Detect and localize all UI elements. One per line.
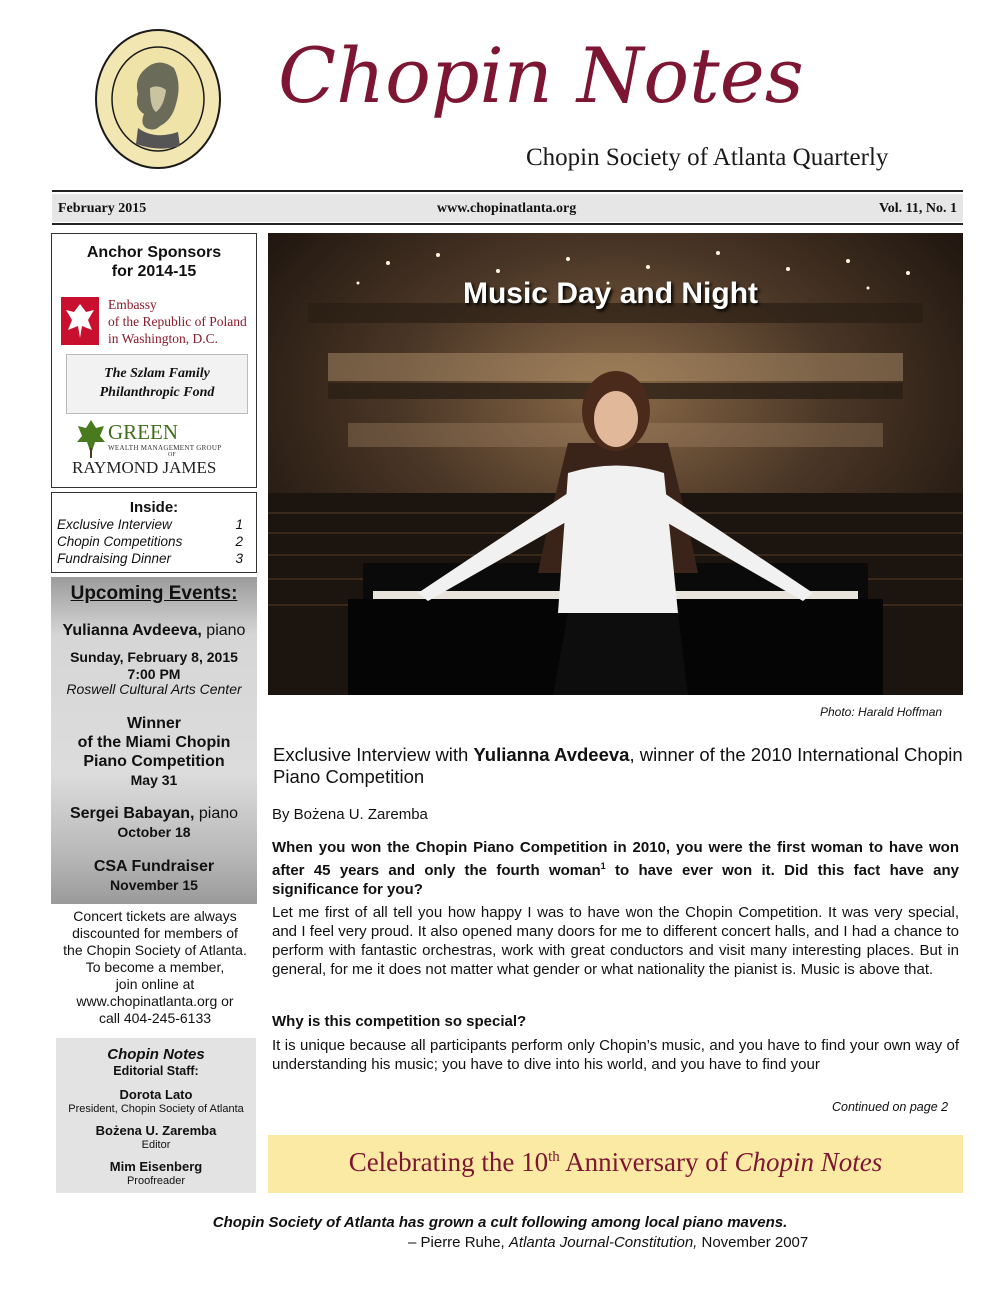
event-date: November 15 bbox=[110, 877, 198, 893]
green-wordmark: GREEN bbox=[108, 420, 178, 444]
upcoming-events-box bbox=[51, 577, 257, 904]
inside-contents-box bbox=[51, 492, 257, 573]
contents-item[interactable]: Fundraising Dinner 3 bbox=[57, 551, 243, 566]
event-title: Winner bbox=[126, 715, 182, 732]
polish-eagle-icon bbox=[60, 296, 100, 346]
event-date: May 31 bbox=[130, 772, 178, 788]
interview-question: Why is this competition so special? bbox=[272, 1013, 527, 1030]
newsletter-title: Chopin Notes bbox=[278, 31, 804, 120]
staff-name: Mim Eisenberg bbox=[109, 1159, 203, 1174]
green-tagline: WEALTH MANAGEMENT GROUP bbox=[108, 444, 222, 452]
membership-link[interactable]: www.chopinatlanta.org or bbox=[76, 993, 234, 1009]
contents-item[interactable]: Exclusive Interview 1 bbox=[57, 517, 243, 532]
anniversary-banner bbox=[268, 1135, 963, 1193]
continued-link[interactable]: Continued on page 2 bbox=[832, 1100, 949, 1114]
newsletter-subtitle: Chopin Society of Atlanta Quarterly bbox=[526, 144, 889, 171]
divider bbox=[52, 223, 963, 225]
inside-heading: Inside: bbox=[129, 499, 179, 516]
embassy-country: of the Republic of Poland bbox=[108, 314, 247, 329]
event-performer: Yulianna Avdeeva, piano bbox=[62, 622, 246, 639]
szlam-sponsor bbox=[66, 354, 248, 414]
leaf-icon bbox=[76, 418, 106, 458]
sponsors-heading: Anchor Sponsors bbox=[86, 244, 222, 261]
phone-number: call 404-245-6133 bbox=[98, 1010, 212, 1026]
article-byline: By Bożena U. Zaremba bbox=[272, 806, 428, 823]
embassy-sponsor bbox=[60, 296, 250, 352]
szlam-fund: Philanthropic Fond bbox=[99, 385, 215, 400]
divider bbox=[52, 190, 963, 192]
contents-item[interactable]: Chopin Competitions 2 bbox=[57, 534, 243, 549]
staff-role: Proofreader bbox=[126, 1175, 186, 1187]
green-raymond-james-logo bbox=[72, 420, 252, 484]
photo-credit: Photo: Harald Hoffman bbox=[820, 705, 943, 719]
sponsors-heading-season: for 2014-15 bbox=[111, 263, 197, 280]
events-heading: Upcoming Events: bbox=[70, 583, 238, 604]
quote-attribution: – Pierre Ruhe, Atlanta Journal-Constitution, November 2007 bbox=[408, 1234, 809, 1251]
event-title: Piano Competition bbox=[83, 753, 225, 770]
event-performer: Sergei Babayan, piano bbox=[69, 805, 239, 822]
press-quote: Chopin Society of Atlanta has grown a cult following among local piano mavens. bbox=[212, 1214, 788, 1231]
event-title: of the Miami Chopin bbox=[77, 734, 231, 751]
dateline-bar bbox=[52, 194, 963, 222]
issue-date: February 2015 bbox=[58, 201, 147, 216]
event-date: Sunday, February 8, 2015 bbox=[70, 649, 238, 665]
volume-number: Vol. 11, No. 1 bbox=[878, 201, 957, 216]
staff-name: Bożena U. Zaremba bbox=[95, 1123, 217, 1138]
staff-subheading: Editorial Staff: bbox=[113, 1064, 199, 1078]
event-venue: Roswell Cultural Arts Center bbox=[66, 681, 242, 697]
event-time: 7:00 PM bbox=[127, 666, 181, 682]
green-of: OF bbox=[168, 452, 176, 458]
article-headline: Exclusive Interview with Yulianna Avdeeva, winner of the 2010 International Chopin Piano Competition bbox=[273, 744, 963, 787]
raymond-james-wordmark: RAYMOND JAMES bbox=[72, 458, 217, 477]
society-seal-logo bbox=[94, 28, 222, 170]
photo-headline: Music Day and Night bbox=[462, 277, 759, 310]
event-date: October 18 bbox=[117, 824, 191, 840]
staff-role: President, Chopin Society of Atlanta bbox=[68, 1103, 244, 1115]
interview-question: When you won the Chopin Piano Competition in 2010, you were the first woman to have won after 45 years and only the fourth woman$^1$ to have ever won it. Did this fact have any significance for you? bbox=[272, 839, 959, 898]
staff-name: Dorota Lato bbox=[119, 1087, 193, 1102]
szlam-name: The Szlam Family bbox=[104, 366, 210, 381]
interview-answer: It is unique because all participants perform only Chopin’s music, and you have to find your own way of understanding his music; you have to dive into his world, and you have to find your bbox=[272, 1037, 959, 1073]
embassy-name: Embassy bbox=[108, 297, 157, 312]
staff-heading: Chopin Notes bbox=[107, 1046, 205, 1063]
event-title: CSA Fundraiser bbox=[93, 858, 215, 875]
embassy-location: in Washington, D.C. bbox=[108, 331, 219, 346]
membership-note: Concert tickets are always discounted for members of the Chopin Society of Atlanta. To become a member, join online at www.chopinatlanta.org or call 404-245-6133 bbox=[53, 908, 257, 1027]
sponsors-box bbox=[51, 233, 257, 488]
interview-answer: Let me first of all tell you how happy I was to have won the Chopin Competition. It was very special, and I feel very proud. It also opened many doors for me to different concert halls, and I had a chance to perform with fantastic orchestras, work with great conductors and visit many interesting places. But in general, for me it does not matter what gender or what nationality the pianist is. Music is above that. bbox=[272, 904, 959, 978]
staff-role: Editor bbox=[141, 1139, 171, 1151]
website-link[interactable]: www.chopinatlanta.org bbox=[437, 201, 577, 216]
editorial-staff-box bbox=[56, 1038, 256, 1193]
anniversary-text: Celebrating the 10th Anniversary of Chopin Notes bbox=[348, 1147, 883, 1177]
